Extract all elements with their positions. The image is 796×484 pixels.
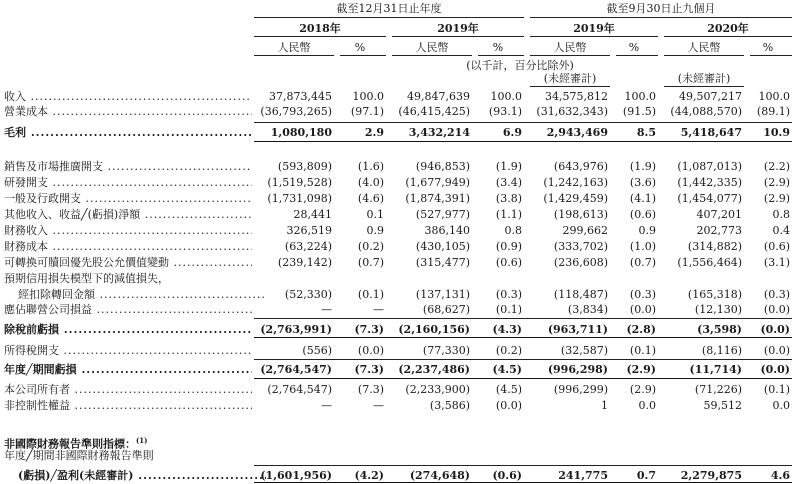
- amount-cell: 2,279,875: [680, 469, 742, 482]
- percent-cell: 0.1: [366, 208, 384, 221]
- col-rmb: 人民幣: [415, 41, 449, 54]
- row-label: [4, 363, 252, 376]
- section-rule: [254, 482, 792, 483]
- percent-cell: (2.9): [763, 176, 790, 189]
- col-pct: %: [628, 41, 640, 54]
- percent-cell: (0.6): [763, 240, 790, 253]
- percent-cell: 0.4: [772, 224, 790, 237]
- amount-cell: (198,613): [553, 208, 608, 221]
- percent-cell: (0.6): [492, 469, 522, 482]
- amount-cell: (2,764,547): [267, 383, 332, 396]
- col-rule: [664, 55, 744, 56]
- amount-cell: (2,763,991): [260, 323, 332, 336]
- percent-cell: (1.9): [495, 160, 522, 173]
- row-label-text: 其他收入、收益╱(虧損)淨額: [4, 208, 141, 221]
- amount-cell: (1,556,464): [677, 256, 742, 269]
- percent-cell: (4.5): [492, 363, 522, 376]
- row-label-text: 年度╱期間虧損: [4, 363, 77, 376]
- amount-cell: (1,731,098): [267, 192, 332, 205]
- amount-cell: 5,418,647: [680, 126, 742, 139]
- percent-cell: 8.5: [636, 126, 656, 139]
- percent-cell: (97.1): [350, 105, 384, 118]
- row-label: [4, 272, 252, 285]
- row-label: [4, 399, 252, 412]
- row-label-text: 應佔聯營公司損益: [4, 303, 92, 316]
- row-label: [4, 323, 252, 336]
- percent-cell: 10.9: [763, 126, 790, 139]
- amount-cell: 49,507,217: [679, 90, 742, 103]
- row-label: [4, 256, 252, 269]
- percent-cell: (0.0): [495, 399, 522, 412]
- percent-cell: 0.8: [504, 224, 522, 237]
- row-label: [4, 449, 252, 462]
- amount-cell: —: [321, 399, 332, 412]
- amount-cell: (1,874,391): [405, 192, 470, 205]
- row-label-text: 經扣除轉回金額: [18, 288, 95, 301]
- amount-cell: (2,160,156): [398, 323, 470, 336]
- percent-cell: (1.9): [629, 160, 656, 173]
- year-rule: [530, 36, 658, 37]
- row-label: [4, 224, 252, 237]
- amount-cell: 2,943,469: [546, 126, 608, 139]
- percent-cell: (3.4): [495, 176, 522, 189]
- amount-cell: (1,442,335): [677, 176, 742, 189]
- percent-cell: (4.6): [357, 192, 384, 205]
- amount-cell: (1,601,956): [260, 469, 332, 482]
- percent-cell: (0.3): [495, 288, 522, 301]
- amount-cell: 407,201: [696, 208, 742, 221]
- section-rule: [254, 465, 792, 466]
- percent-cell: (1.0): [629, 240, 656, 253]
- amount-cell: (430,105): [415, 240, 470, 253]
- section-rule: [254, 378, 792, 379]
- percent-cell: (2.9): [629, 383, 656, 396]
- col-rule: [750, 55, 792, 56]
- section-rule: [254, 318, 792, 319]
- amount-cell: (1,242,163): [543, 176, 608, 189]
- row-label-text: 收入: [4, 90, 26, 103]
- year-2019-nine: 2019年: [573, 22, 615, 35]
- amount-cell: 37,873,445: [269, 90, 332, 103]
- percent-cell: (7.3): [357, 383, 384, 396]
- footnote-marker: (1): [136, 436, 148, 445]
- percent-cell: (0.0): [763, 303, 790, 316]
- percent-cell: 100.0: [490, 90, 522, 103]
- amount-cell: 28,441: [293, 208, 332, 221]
- amount-cell: (274,648): [409, 469, 470, 482]
- amount-cell: (2,764,547): [260, 363, 332, 376]
- row-label: [4, 240, 252, 253]
- amount-cell: 34,575,812: [545, 90, 608, 103]
- amount-cell: —: [321, 303, 332, 316]
- year-2018: 2018年: [299, 22, 341, 35]
- amount-cell: (68,627): [422, 303, 470, 316]
- percent-cell: 0.0: [772, 399, 790, 412]
- amount-cell: (527,977): [415, 208, 470, 221]
- col-rule: [340, 55, 386, 56]
- col-rmb: 人民幣: [553, 41, 587, 54]
- amount-cell: (63,224): [284, 240, 332, 253]
- percent-cell: (4.3): [492, 323, 522, 336]
- amount-cell: 3,432,214: [408, 126, 470, 139]
- amount-cell: 1: [601, 399, 608, 412]
- amount-cell: (946,853): [415, 160, 470, 173]
- amount-cell: (12,130): [694, 303, 742, 316]
- row-label-text: 非國際財務報告準則指標：: [4, 437, 136, 451]
- amount-cell: (2,233,900): [405, 383, 470, 396]
- section-rule: [254, 359, 792, 360]
- percent-cell: 100.0: [352, 90, 384, 103]
- col-rule: [530, 86, 610, 87]
- percent-cell: 0.7: [636, 469, 656, 482]
- amount-cell: (1,519,528): [267, 176, 332, 189]
- percent-cell: (3.1): [763, 256, 790, 269]
- percent-cell: (0.3): [763, 288, 790, 301]
- amount-cell: (44,088,570): [670, 105, 742, 118]
- col-pct: %: [354, 41, 366, 54]
- row-label-text: 銷售及市場推廣開支: [4, 160, 103, 173]
- col-rule: [254, 55, 334, 56]
- col-rule: [392, 55, 472, 56]
- row-label-text: 毛利: [4, 126, 26, 139]
- amount-cell: (3,598): [697, 323, 742, 336]
- amount-cell: 299,662: [562, 224, 608, 237]
- percent-cell: (0.1): [629, 344, 656, 357]
- row-label: [4, 383, 252, 396]
- percent-cell: (0.0): [629, 303, 656, 316]
- percent-cell: 0.8: [772, 208, 790, 221]
- percent-cell: (3.6): [629, 176, 656, 189]
- header-period-year: 截至12月31日止年度: [336, 2, 442, 15]
- percent-cell: (0.0): [760, 363, 790, 376]
- amount-cell: 241,775: [558, 469, 608, 482]
- col-rmb: 人民幣: [687, 41, 721, 54]
- percent-cell: (4.2): [354, 469, 384, 482]
- percent-cell: (0.0): [760, 323, 790, 336]
- amount-cell: (71,226): [694, 383, 742, 396]
- amount-cell: (1,429,459): [543, 192, 608, 205]
- percent-cell: (7.3): [354, 323, 384, 336]
- row-label: [4, 344, 252, 357]
- row-label-text: 財務收入: [4, 224, 48, 237]
- row-label-text: 預期信用損失模型下的減值損失，: [4, 272, 169, 285]
- col-pct: %: [762, 41, 774, 54]
- percent-cell: (0.7): [357, 256, 384, 269]
- row-label-text: 所得稅開支: [4, 344, 59, 357]
- amount-cell: (236,608): [553, 256, 608, 269]
- percent-cell: 100.0: [758, 90, 790, 103]
- amount-cell: (3,834): [567, 303, 608, 316]
- percent-cell: (89.1): [756, 105, 790, 118]
- percent-cell: (93.1): [488, 105, 522, 118]
- unaudited-note: (未經審計): [677, 72, 731, 85]
- row-label: [4, 90, 252, 103]
- percent-cell: (2.9): [626, 363, 656, 376]
- amount-cell: (8,116): [701, 344, 742, 357]
- percent-cell: (0.9): [495, 240, 522, 253]
- col-rule: [530, 55, 610, 56]
- amount-cell: (315,477): [415, 256, 470, 269]
- amount-cell: 202,773: [696, 224, 742, 237]
- amount-cell: (996,298): [547, 363, 608, 376]
- percent-cell: (0.1): [495, 303, 522, 316]
- year-2020-nine: 2020年: [707, 22, 749, 35]
- year-rule: [392, 36, 524, 37]
- amount-cell: (46,415,425): [398, 105, 470, 118]
- percent-cell: (0.1): [357, 288, 384, 301]
- amount-cell: 49,847,639: [407, 90, 470, 103]
- row-label: [18, 288, 266, 301]
- year-rule: [254, 36, 386, 37]
- amount-cell: (239,142): [277, 256, 332, 269]
- row-label: [4, 126, 252, 139]
- row-label-text: 研發開支: [4, 176, 48, 189]
- percent-cell: (3.8): [495, 192, 522, 205]
- row-label: [4, 192, 252, 205]
- amount-cell: (118,487): [553, 288, 608, 301]
- header-period-nine: 截至9月30日止九個月: [606, 2, 716, 15]
- amount-cell: (137,131): [415, 288, 470, 301]
- col-rmb: 人民幣: [277, 41, 311, 54]
- amount-cell: 59,512: [703, 399, 742, 412]
- row-label: [4, 208, 252, 221]
- percent-cell: —: [373, 399, 384, 412]
- row-label-text: 本公司所有者: [4, 383, 70, 396]
- row-label-text: (虧損)╱盈利(未經審計): [18, 469, 134, 482]
- row-label: [4, 105, 252, 118]
- percent-cell: (0.0): [357, 344, 384, 357]
- percent-cell: (1.1): [495, 208, 522, 221]
- percent-cell: (2.2): [763, 160, 790, 173]
- percent-cell: (91.5): [622, 105, 656, 118]
- unaudited-note: (未經審計): [543, 72, 597, 85]
- amount-cell: (314,882): [687, 240, 742, 253]
- amount-cell: (31,632,343): [536, 105, 608, 118]
- unit-note: (以千計，百分比除外): [466, 59, 574, 72]
- amount-cell: (1,677,949): [405, 176, 470, 189]
- percent-cell: 0.0: [638, 399, 656, 412]
- amount-cell: (963,711): [547, 323, 608, 336]
- percent-cell: (2.8): [626, 323, 656, 336]
- percent-cell: (0.6): [629, 208, 656, 221]
- amount-cell: (3,586): [429, 399, 470, 412]
- amount-cell: (556): [302, 344, 332, 357]
- percent-cell: —: [373, 303, 384, 316]
- amount-cell: (2,237,486): [398, 363, 470, 376]
- percent-cell: (1.6): [357, 160, 384, 173]
- header-rule: [254, 17, 524, 18]
- row-label: [18, 469, 266, 482]
- col-rule: [664, 86, 744, 87]
- percent-cell: (4.5): [495, 383, 522, 396]
- amount-cell: (996,299): [553, 383, 608, 396]
- amount-cell: 326,519: [286, 224, 332, 237]
- percent-cell: (0.1): [763, 383, 790, 396]
- percent-cell: 0.9: [366, 224, 384, 237]
- row-label: [4, 176, 252, 189]
- percent-cell: (0.2): [495, 344, 522, 357]
- percent-cell: (4.1): [629, 192, 656, 205]
- row-label-text: 可轉換可贖回優先股公允價值變動: [4, 256, 169, 269]
- amount-cell: (1,087,013): [677, 160, 742, 173]
- percent-cell: (0.0): [763, 344, 790, 357]
- col-rule: [616, 55, 658, 56]
- amount-cell: (32,587): [560, 344, 608, 357]
- percent-cell: (7.3): [354, 363, 384, 376]
- row-label-text: 除稅前虧損: [4, 323, 59, 336]
- section-rule: [254, 122, 792, 123]
- percent-cell: (2.9): [763, 192, 790, 205]
- amount-cell: (52,330): [284, 288, 332, 301]
- percent-cell: (0.7): [629, 256, 656, 269]
- header-rule: [530, 17, 792, 18]
- percent-cell: (0.6): [495, 256, 522, 269]
- row-label-text: 一般及行政開支: [4, 192, 81, 205]
- row-label: [4, 160, 252, 173]
- percent-cell: 4.6: [770, 469, 790, 482]
- row-label-text: 營業成本: [4, 105, 48, 118]
- col-pct: %: [492, 41, 504, 54]
- percent-cell: (4.0): [357, 176, 384, 189]
- amount-cell: (11,714): [689, 363, 742, 376]
- row-label: [4, 303, 252, 316]
- row-label-text: 年度╱期間非國際財務報告準則: [4, 449, 154, 462]
- amount-cell: (1,454,077): [677, 192, 742, 205]
- year-2019: 2019年: [437, 22, 479, 35]
- col-rule: [478, 55, 524, 56]
- amount-cell: (36,793,265): [260, 105, 332, 118]
- row-label-text: 財務成本: [4, 240, 48, 253]
- percent-cell: 100.0: [624, 90, 656, 103]
- row-label-text: 非控制性權益: [4, 399, 70, 412]
- amount-cell: (593,809): [277, 160, 332, 173]
- amount-cell: (165,318): [687, 288, 742, 301]
- year-rule: [664, 36, 792, 37]
- section-rule: [254, 141, 792, 142]
- percent-cell: 0.9: [638, 224, 656, 237]
- amount-cell: 386,140: [424, 224, 470, 237]
- amount-cell: (643,976): [553, 160, 608, 173]
- percent-cell: 2.9: [364, 126, 384, 139]
- amount-cell: 1,080,180: [270, 126, 332, 139]
- percent-cell: (0.2): [357, 240, 384, 253]
- amount-cell: (77,330): [422, 344, 470, 357]
- percent-cell: (0.3): [629, 288, 656, 301]
- percent-cell: 6.9: [502, 126, 522, 139]
- section-rule: [254, 337, 792, 338]
- amount-cell: (333,702): [553, 240, 608, 253]
